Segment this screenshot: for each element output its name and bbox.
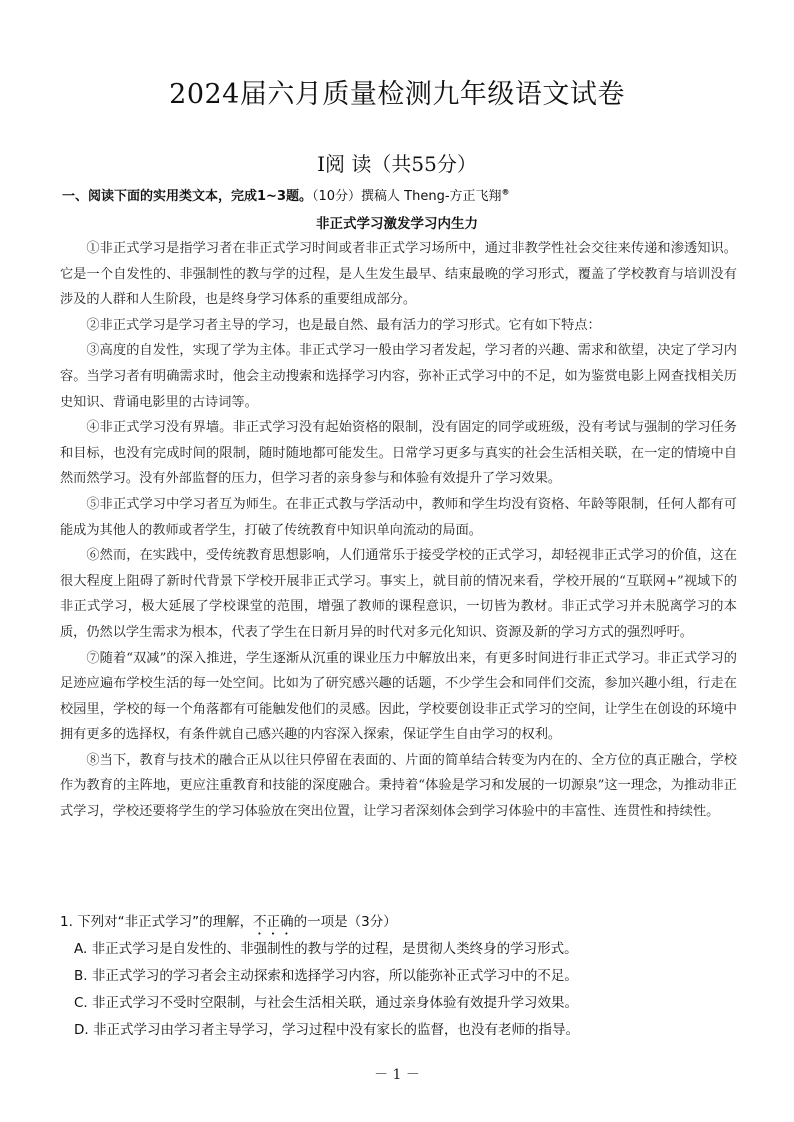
intro-author: 撰稿人 Theng-方正飞翔	[361, 189, 502, 204]
intro-text: 一、阅读下面的实用类文本，完成1~3题。	[62, 189, 312, 204]
section-title: Ⅰ阅 读（共55分）	[317, 152, 477, 176]
option-d: D. 非正式学习由学习者主导学习，学习过程中没有家长的监督，也没有老师的指导。	[74, 1022, 579, 1038]
article-paragraph: ③高度的自发性，实现了学为主体。非正式学习一般由学习者发起，学习者的兴趣、需求和欲望，决定了学习内容。当学习者有明确需求时，他会主动搜索和选择学习内容，弥补正式学习中的不足，如为鉴赏电影上网查找相关历史知识、背诵电影里的古诗词等。	[60, 343, 737, 410]
option-c: C. 非正式学习不受时空限制，与社会生活相关联，通过亲身体验有效提升学习效果。	[74, 995, 579, 1011]
article-paragraph: ①非正式学习是指学习者在非正式学习时间或者非正式学习场所中，通过非教学性社会交往来传递和渗透知识。它是一个自发性的、非强制性的教与学的过程，是人生发生最早、结束最晚的学习形式，覆盖了学校教育与培训没有涉及的人群和人生阶段，也是终身学习体系的重要组成部分。	[60, 241, 737, 308]
question-group-intro	[62, 185, 762, 204]
question-1	[60, 909, 750, 1044]
article-paragraph: ⑥然而，在实践中，受传统教育思想影响，人们通常乐于接受学校的正式学习，却轻视非正式学习的价值，这在很大程度上阻碍了新时代背景下学校开展非正式学习。事实上，就目前的情况来看，学校开展的“互联网+”视域下的非正式学习，极大延展了学校课堂的范围，增强了教师的课程意识，一切皆为教材。非正式学习并未脱离学习的本质，仍然以学生需求为根本，代表了学生在日新月异的时代对多元化知识、资源及新的学习方式的强烈呼吁。	[60, 548, 737, 640]
exam-title: 2024届六月质量检测九年级语文试卷	[169, 79, 625, 110]
stem-after: 的一项是（3分）	[293, 914, 397, 930]
article-paragraph: ⑤非正式学习中学习者互为师生。在非正式教与学活动中，教师和学生均没有资格、年龄等限制，任何人都有可能成为其他人的教师或者学生，打破了传统教育中知识单向流动的局面。	[60, 496, 737, 538]
question-stem	[60, 909, 750, 936]
article-body	[60, 236, 737, 825]
article-paragraph: ②非正式学习是学习者主导的学习，也是最自然、最有活力的学习形式。它有如下特点：	[86, 317, 601, 333]
page-number: － 1 －	[374, 1067, 420, 1083]
stem-before: 1. 下列对“非正式学习”的理解，	[60, 914, 254, 930]
option-a: A. 非正式学习是自发性的、非强制性的教与学的过程，是贯彻人类终身的学习形式。	[74, 941, 578, 957]
article-paragraph: ⑧当下，教育与技术的融合正从以往只停留在表面的、片面的简单结合转变为内在的、全方位的真正融合，学校作为教育的主阵地，更应注重教育和技能的深度融合。秉持着“体验是学习和发展的一切源泉”这一理念，为推动非正式学习，学校还要将学生的学习体验放在突出位置，让学习者深刻体会到学习体验中的丰富性、连贯性和持续性。	[60, 752, 737, 820]
article-paragraph: ⑦随着“双减”的深入推进，学生逐渐从沉重的课业压力中解放出来，有更多时间进行非正式学习。非正式学习的足迹应遍布学校生活的每一处空间。比如为了研究感兴趣的话题，不少学生会和同伴们交流，参加兴趣小组，行走在校园里，学校的每一个角落都有可能触发他们的灵感。因此，学校要创设非正式学习的空间，让学生在创设的环境中拥有更多的选择权，有条件就自己感兴趣的内容深入探索，保证学生自由学习的权利。	[60, 650, 737, 743]
option-b: B. 非正式学习的学习者会主动探索和选择学习内容，所以能弥补正式学习中的不足。	[74, 968, 578, 984]
intro-points: （10分）	[311, 189, 362, 204]
registered-mark: ®	[501, 187, 510, 197]
stem-emphasis: 不正确	[253, 914, 294, 930]
article-title: 非正式学习激发学习内生力	[316, 216, 478, 232]
article-paragraph: ④非正式学习没有界墙。非正式学习没有起始资格的限制，没有固定的同学或班级，没有考试与强制的学习任务和目标，也没有完成时间的限制，随时随地都可能发生。日常学习更多与真实的社会生活相关联，在一定的情境中自然而然学习。没有外部监督的压力，但学习者的亲身参与和体验有效提升了学习效果。	[60, 420, 737, 487]
